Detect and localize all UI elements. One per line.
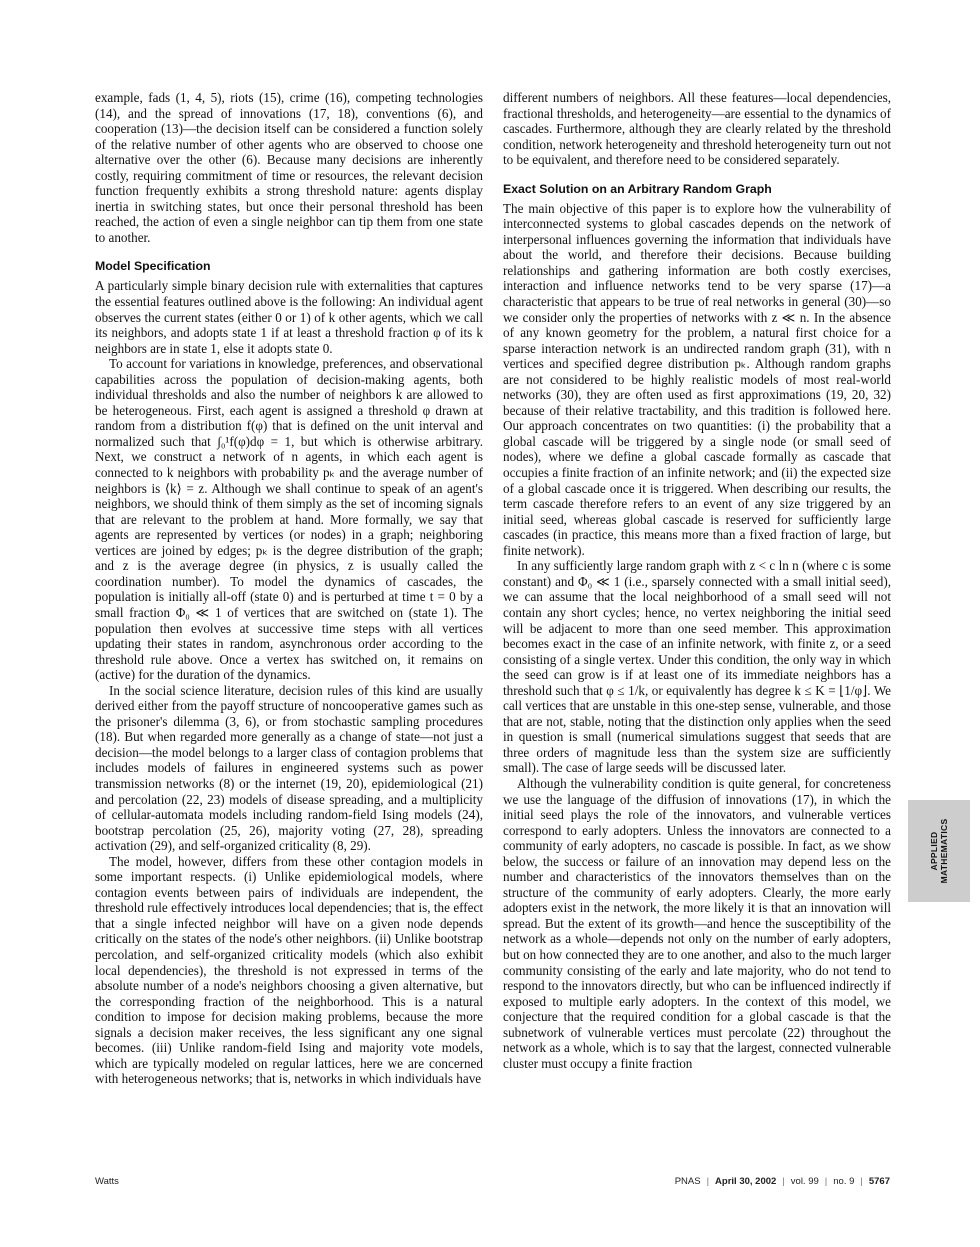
right-column xyxy=(503,90,891,1071)
right-paragraph-4: Although the vulnerability condition is quite general, for concreteness we use the language of the diffusion of innovations (17), in which the initial seed plays the role of the innovators, and vulnerable vertices correspond to early adopters. Unless the innovators are connected to a community of early adopters, no cascade is possible. In fact, as we show below, the success or failure of an innovation may depend less on the number and characteristics of the innovators themselves than on the structure of the community of early adopters. Clearly, the more early adopters exist in the network, the more likely it is that an innovation will spread. But the extent of its growth—and hence the susceptibility of the network as a whole—depends not only on the number of early adopters, but on how connected they are to one another, and also to the much larger community consisting of the early and late majority, who do not tend to respond to the innovators directly, but who can be influenced indirectly if exposed to multiple early adopters. In the context of this model, we conjecture that the required condition for a global cascade is that the subnetwork of vulnerable vertices must percolate (22) throughout the network as a whole, which is to say that the largest, connected vulnerable cluster must occupy a finite fraction xyxy=(503,775,891,1071)
footer-date: April 30, 2002 xyxy=(715,1176,777,1187)
right-paragraph-2: The main objective of this paper is to explore how the vulnerability of interconnected systems to global cascades depends on the network of interpersonal influences governing the information that individuals have about the world, and therefore their decisions. Because building relationships and gathering information are both costly exercises, interaction and influence networks tend to be very sparse (17)—a characteristic that appears to be true of real networks in general (30)—so we consider only the properties of networks with z ≪ n. In the absence of any known geometry for the problem, a natural first choice for a sparse interaction network is an undirected random graph (31), with n vertices and specified degree distribution pₖ. Although random graphs are not considered to be highly realistic models of most real-world networks (30), they are often used as first approximations (19, 20, 32) because of their relative tractability, and this tradition is followed here. Our approach concentrates on two quantities: (i) the probability that a global cascade will be triggered by a single node (or small seed of nodes), where we define a global cascade formally as cascade that occupies a finite fraction of an infinite network; and (ii) the expected size of a global cascade once it is triggered. When describing our results, the term cascade therefore refers to an event of any size triggered by an initial seed, whereas global cascade is reserved for sufficiently large cascades (in practice, this means more than a fixed fraction of large, but finite network). xyxy=(503,200,891,558)
footer-volume: vol. 99 xyxy=(790,1176,819,1187)
footer-separator: | xyxy=(860,1176,863,1187)
footer-journal: PNAS xyxy=(674,1176,701,1187)
footer-issue: no. 9 xyxy=(833,1176,855,1187)
side-tab-line-1: APPLIED xyxy=(929,831,939,871)
section-side-tab xyxy=(908,800,970,902)
footer-page-number: 5767 xyxy=(868,1176,890,1187)
footer-separator: | xyxy=(824,1176,828,1187)
left-paragraph-2: A particularly simple binary decision rule with externalities that captures the essential features outlined above is the following: An individual agent observes the current states (either 0 or 1) of k other agents, which we call its neighbors, and adopts state 1 if at least a threshold fraction φ of its k neighbors are in state 1, else it adopts state 0. xyxy=(95,278,483,356)
left-paragraph-3: To account for variations in knowledge, preferences, and observational capabilities across the population of decision-making agents, both individual thresholds and also the number of neighbors k are allowed to be heterogeneous. First, each agent is assigned a threshold φ drawn at random from a distribution f(φ) that is defined on the unit interval and normalized such that ∫₀¹f(φ)dφ = 1, but which is otherwise arbitrary. Next, we construct a network of n agents, in which each agent is connected to k neighbors with probability pₖ and the average number of neighbors is ⟨k⟩ = z. Although we shall continue to speak of an agent's neighbors, we should think of them simply as the set of incoming signals that are relevant to the problem at hand. More formally, we say that agents are represented by vertices (or nodes) in a graph; neighboring vertices are joined by edges; pₖ is the degree distribution of the graph; and z is the average degree (in physics, z is usually called the coordination number). To model the dynamics of cascades, the population is initially all-off (state 0) and is perturbed at time t = 0 by a small fraction Φ₀ ≪ 1 of vertices that are switched on (state 1). The population then evolves at successive time steps with all vertices updating their states in random, asynchronous order according to the threshold rule above. Once a vertex has switched on, it remains on (active) for the duration of the dynamics. xyxy=(95,356,483,683)
left-paragraph-4: In the social science literature, decision rules of this kind are usually derived either from the payoff structure of noncooperative games such as the prisoner's dilemma (3, 6), or from stochastic sampling procedures (18). But when regarded more generally as a change of state—not just a decision—the model belongs to a larger class of contagion problems that includes models of failures in engineered systems such as power transmission networks (8) or the internet (19, 20), epidemiological (21) and percolation (22, 23) models of disease spreading, and a multiplicity of cellular-automata models including random-field Ising models (24), bootstrap percolation (25, 26), majority voting (27, 28), spreading activation (29), and self-organized criticality (8, 29). xyxy=(95,682,483,854)
left-paragraph-5: The model, however, differs from these other contagion models in some important respects. (i) Unlike epidemiological models, where contagion events between pairs of individuals are independent, the threshold rule effectively introduces local dependencies; that is, the effect that a single infected neighbor will have on a given node depends critically on the states of the node's other neighbors. (ii) Unlike bootstrap percolation, and self-organized criticality models (which also exhibit local dependencies), the threshold is not expressed in terms of the absolute number of a node's neighbors choosing a given alternative, but the corresponding fraction of the neighborhood. This is a natural condition to impose for decision making problems, because the more signals a decision maker receives, the less significant any one signal becomes. (iii) Unlike random-field Ising and majority vote models, which are typically modeled on regular lattices, here we are concerned with heterogeneous networks; that is, networks in which individuals have xyxy=(95,853,483,1087)
section-heading-model-specification: Model Specification xyxy=(95,259,211,274)
footer-citation xyxy=(606,1176,890,1187)
section-heading-exact-solution: Exact Solution on an Arbitrary Random Graph xyxy=(503,181,772,196)
left-column xyxy=(95,90,483,1087)
right-paragraph-3: In any sufficiently large random graph with z < c ln n (where c is some constant) and Φ₀ ≪ 1 (i.e., sparsely connected with a small initial seed), we can assume that the local neighborhood of a small seed will not contain any short cycles; hence, no vertex neighboring the initial seed will be adjacent to more than one seed member. This approximation becomes exact in the case of an infinite network, with finite z, or a seed consisting of a single vertex. Under this condition, the only way in which the seed can grow is if at least one of its immediate neighbors has a threshold such that φ ≤ 1/k, or equivalently has degree k ≤ K = ⌊1/φ⌋. We call vertices that are unstable in this one-step sense, vulnerable, and those that are not, stable, noting that the distinction only applies when the seed in question is small (numerical simulations suggest that seeds that are three orders of magnitude less than the system size are sufficiently small). The case of large seeds will be discussed later. xyxy=(503,558,891,776)
footer-separator: | xyxy=(706,1176,710,1187)
footer-author: Watts xyxy=(95,1176,119,1187)
side-tab-line-2: MATHEMATICS xyxy=(939,818,949,884)
right-paragraph-1: different numbers of neighbors. All these features—local dependencies, fractional thresholds, and heterogeneity—are essential to the dynamics of cascades. Furthermore, although they are clearly related by the threshold condition, network heterogeneity and threshold heterogeneity turn out not to be equivalent, and therefore need to be considered separately. xyxy=(503,90,891,168)
footer-separator: | xyxy=(782,1176,785,1187)
side-tab-label xyxy=(929,819,949,884)
left-paragraph-1: example, fads (1, 4, 5), riots (15), crime (16), competing technologies (14), and the spread of innovations (17, 18), conventions (6), and cooperation (13)—the decision itself can be considered a function solely of the relative number of other agents who are observed to choose one alternative over the other (6). Because many decisions are inherently costly, requiring commitment of time or resources, the relevant decision function frequently exhibits a strong threshold nature: agents display inertia in switching states, but once their personal threshold has been reached, the action of even a single neighbor can tip them from one state to another. xyxy=(95,90,483,245)
